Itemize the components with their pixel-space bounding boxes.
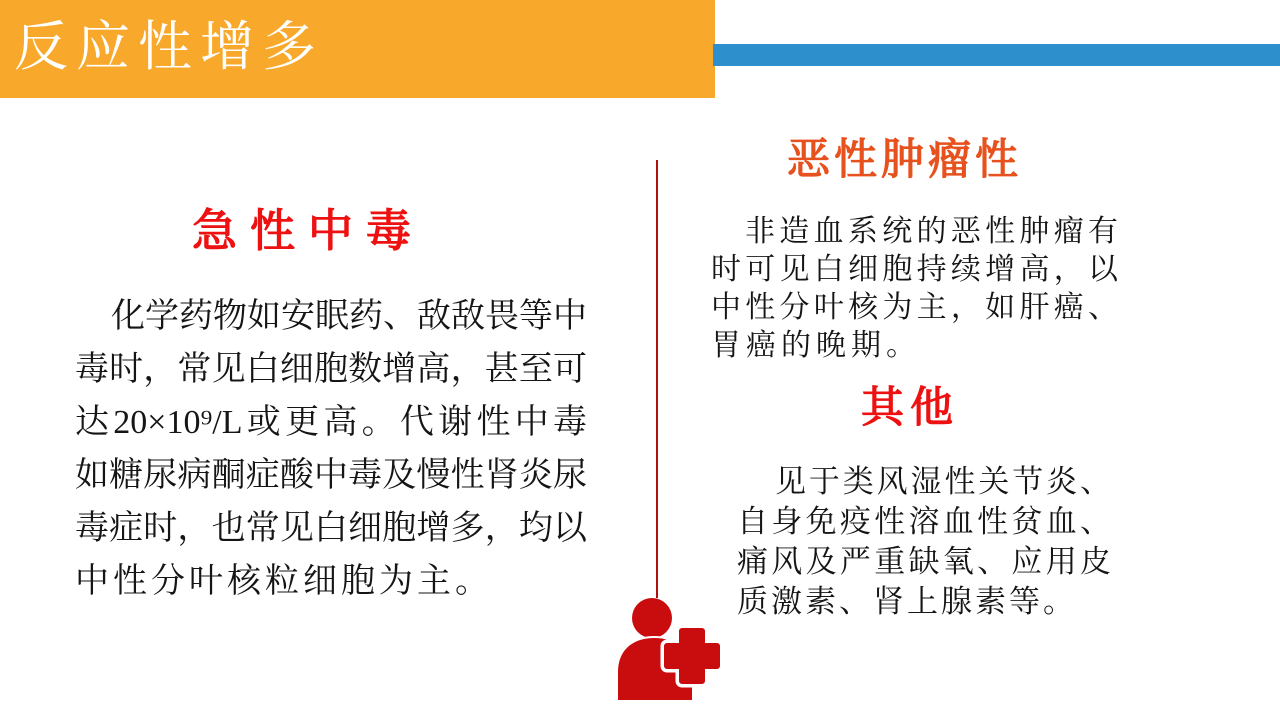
paragraph-line: 自身免疫性溶血性贫血、 [737,504,1111,539]
paragraph-line: 中性分叶核为主，如肝癌、 [711,291,1118,324]
section-heading-other: 其他 [861,385,959,432]
section-heading-acute-poisoning: 急性中毒 [192,206,425,256]
paragraph-line: 达20×10⁹/L或更高。代谢性中毒 [75,404,587,441]
acute-poisoning-paragraph [75,290,587,608]
section-heading-malignant-tumor: 恶性肿瘤性 [787,137,1022,184]
other-causes-paragraph [737,462,1111,622]
malignant-tumor-paragraph [711,213,1118,365]
paragraph-line: 如糖尿病酮症酸中毒及慢性肾炎尿 [75,457,587,494]
paragraph-line: 非造血系统的恶性肿瘤有 [745,215,1118,248]
paragraph-line: 毒症时，也常见白细胞增多，均以 [75,510,587,547]
vertical-divider-line [656,160,658,598]
paragraph-line: 时可见白细胞持续增高，以 [711,253,1118,286]
paragraph-line: 毒时，常见白细胞数增高，甚至可 [75,351,587,388]
paragraph-line: 质激素、肾上腺素等。 [737,584,1077,619]
paragraph-line: 中性分叶核粒细胞为主。 [75,563,493,600]
paragraph-line: 胃癌的晚期。 [711,329,921,362]
accent-bar [713,44,1280,66]
page-title: 反应性增多 [14,17,324,77]
title-banner [0,0,715,98]
paragraph-line: 见于类风湿性关节炎、 [775,464,1111,499]
person-with-medical-cross-icon [612,592,746,704]
paragraph-line: 痛风及严重缺氧、应用皮 [737,544,1111,579]
paragraph-line: 化学药物如安眠药、敌敌畏等中 [111,298,587,335]
